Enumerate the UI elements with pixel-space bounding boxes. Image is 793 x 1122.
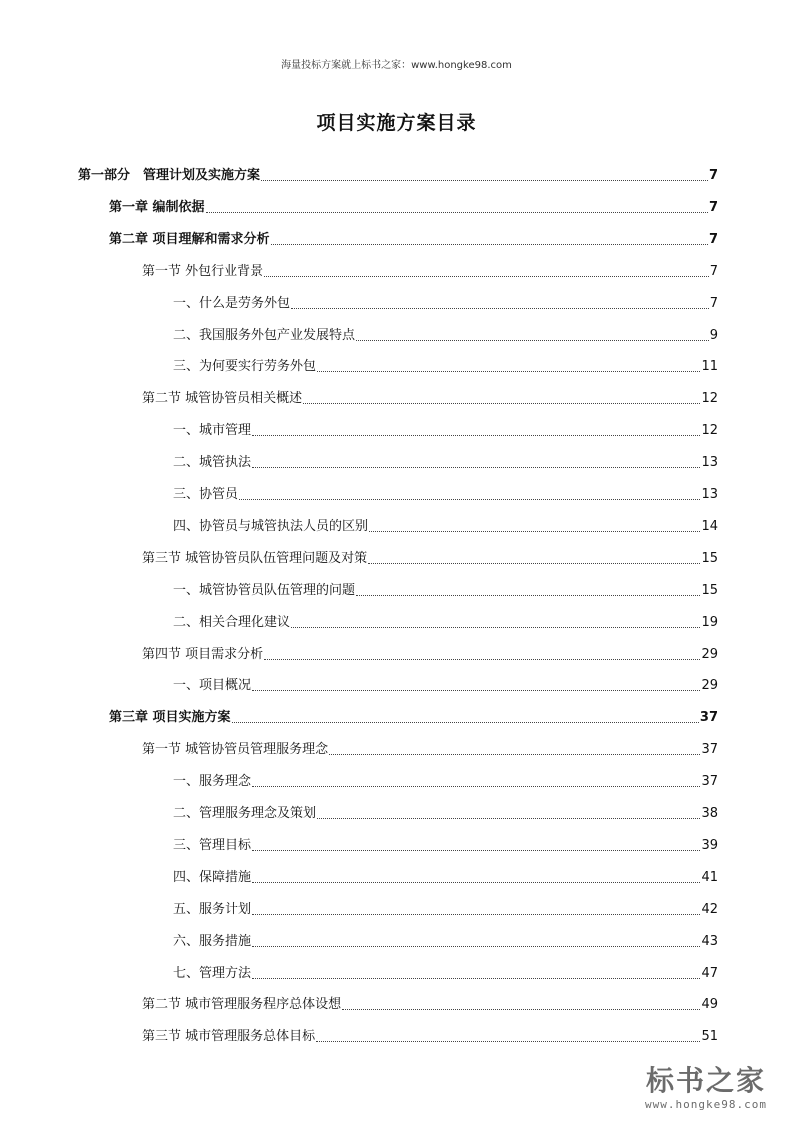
toc-entry[interactable]	[173, 294, 718, 314]
toc-entry[interactable]	[109, 708, 718, 728]
toc-entry[interactable]	[142, 389, 718, 409]
toc-entry-page: 15	[701, 582, 718, 598]
toc-entry[interactable]	[173, 836, 718, 856]
toc-dot-leader	[206, 212, 708, 213]
toc-entry-title: 二、城管执法	[173, 455, 252, 471]
toc-entry[interactable]	[173, 964, 718, 984]
toc-entry-page: 39	[701, 837, 718, 853]
toc-entry-page: 7	[708, 199, 718, 215]
toc-entry-page: 38	[701, 806, 718, 821]
toc-entry-page: 14	[701, 518, 718, 534]
watermark-logo: 标书之家	[645, 1064, 766, 1097]
toc-entry-title: 三、为何要实行劳务外包	[173, 359, 317, 375]
toc-entry[interactable]	[173, 772, 718, 792]
toc-dot-leader	[329, 754, 700, 755]
toc-entry-title: 第一部分 管理计划及实施方案	[78, 168, 261, 183]
toc-entry-page: 13	[701, 487, 718, 502]
toc-entry-title: 五、服务计划	[173, 901, 252, 917]
toc-entry-page: 37	[699, 710, 718, 726]
toc-entry-page: 9	[709, 327, 718, 343]
toc-entry[interactable]	[109, 230, 718, 250]
toc-dot-leader	[264, 659, 700, 660]
toc-entry-title: 一、项目概况	[173, 678, 252, 694]
toc-dot-leader	[252, 467, 700, 468]
toc-entry-title: 第二节 城管协管员相关概述	[142, 391, 303, 407]
toc-entry-title: 一、城市管理	[173, 423, 252, 439]
toc-entry-page: 7	[708, 168, 718, 183]
toc-entry[interactable]	[173, 326, 718, 346]
toc-entry-page: 7	[709, 295, 718, 311]
toc-entry-page: 47	[701, 965, 718, 981]
toc-entry-page: 51	[701, 1029, 718, 1045]
toc-dot-leader	[252, 690, 700, 691]
toc-entry-page: 37	[701, 774, 718, 790]
toc-dot-leader	[356, 595, 700, 596]
toc-entry-page: 13	[701, 455, 718, 471]
toc-entry-title: 第三节 城管协管员队伍管理问题及对策	[142, 550, 368, 566]
toc-dot-leader	[252, 914, 700, 915]
toc-entry-page: 11	[701, 359, 718, 375]
watermark-url: www.hongke98.com	[645, 1098, 767, 1111]
toc-entry-title: 一、服务理念	[173, 774, 252, 790]
page-title: 项目实施方案目录	[316, 112, 477, 134]
toc-dot-leader	[303, 403, 700, 404]
toc-entry[interactable]	[173, 613, 718, 633]
toc-entry-page: 41	[701, 869, 718, 885]
toc-dot-leader	[317, 371, 700, 372]
toc-entry-page: 29	[701, 678, 718, 694]
toc-entry-title: 第一节 城管协管员管理服务理念	[142, 742, 329, 758]
toc-entry-title: 一、城管协管员队伍管理的问题	[173, 582, 356, 598]
toc-entry-page: 42	[701, 901, 718, 917]
toc-entry-title: 第二章 项目理解和需求分析	[109, 231, 270, 247]
toc-entry[interactable]	[173, 868, 718, 888]
toc-entry[interactable]	[142, 549, 718, 569]
toc-entry-page: 15	[701, 550, 718, 566]
toc-entry-title: 第三章 项目实施方案	[109, 710, 231, 726]
toc-dot-leader	[252, 850, 700, 851]
toc-entry-title: 四、协管员与城管执法人员的区别	[173, 518, 369, 534]
toc-entry[interactable]	[142, 740, 718, 760]
toc-entry[interactable]	[173, 421, 718, 441]
toc-entry[interactable]	[142, 262, 718, 282]
toc-entry-page: 7	[709, 263, 718, 279]
toc-entry[interactable]	[173, 357, 718, 377]
toc-entry-title: 一、什么是劳务外包	[173, 295, 291, 311]
toc-dot-leader	[356, 340, 709, 341]
toc-entry-title: 第四节 项目需求分析	[142, 646, 264, 662]
toc-dot-leader	[252, 978, 700, 979]
toc-dot-leader	[232, 722, 699, 723]
toc-dot-leader	[342, 1009, 700, 1010]
toc-entry-title: 第二节 城市管理服务程序总体设想	[142, 997, 342, 1013]
toc-dot-leader	[317, 818, 700, 819]
toc-entry[interactable]	[142, 645, 718, 665]
toc-entry-title: 二、管理服务理念及策划	[173, 806, 317, 821]
toc-dot-leader	[239, 499, 700, 500]
toc-entry-title: 第一章 编制依据	[109, 199, 205, 215]
toc-entry-page: 29	[701, 646, 718, 662]
toc-dot-leader	[291, 308, 709, 309]
toc-entry-title: 第一节 外包行业背景	[142, 263, 264, 279]
toc-entry[interactable]	[142, 995, 718, 1015]
toc-entry[interactable]	[142, 1027, 718, 1047]
toc-entry-page: 43	[701, 933, 718, 949]
toc-entry[interactable]	[173, 932, 718, 952]
toc-dot-leader	[368, 563, 700, 564]
toc-entry-title: 四、保障措施	[173, 869, 252, 885]
toc-entry-title: 第三节 城市管理服务总体目标	[142, 1029, 316, 1045]
toc-dot-leader	[252, 946, 700, 947]
toc-entry[interactable]	[173, 804, 718, 824]
toc-entry[interactable]	[173, 517, 718, 537]
toc-dot-leader	[252, 882, 700, 883]
toc-dot-leader	[316, 1041, 700, 1042]
toc-entry[interactable]	[173, 676, 718, 696]
toc-entry-title: 二、相关合理化建议	[173, 614, 291, 630]
toc-entry-page: 19	[701, 614, 718, 630]
toc-entry[interactable]	[173, 900, 718, 920]
toc-entry[interactable]	[173, 485, 718, 505]
watermark	[631, 1064, 781, 1112]
page-header: 海量投标方案就上标书之家：www.hongke98.com	[281, 60, 512, 71]
toc-entry[interactable]	[173, 581, 718, 601]
toc-entry-page: 49	[701, 997, 718, 1013]
toc-dot-leader	[252, 786, 700, 787]
toc-dot-leader	[261, 180, 708, 181]
toc-dot-leader	[264, 276, 709, 277]
toc-entry[interactable]	[78, 166, 718, 186]
toc-dot-leader	[291, 627, 700, 628]
toc-entry-title: 二、我国服务外包产业发展特点	[173, 327, 356, 343]
toc-entry[interactable]	[109, 198, 718, 218]
toc-entry-page: 12	[701, 391, 718, 407]
toc-dot-leader	[369, 531, 700, 532]
toc-entry-title: 三、协管员	[173, 487, 239, 502]
toc-entry-page: 12	[701, 423, 718, 439]
toc-dot-leader	[252, 435, 700, 436]
toc-entry-title: 三、管理目标	[173, 837, 252, 853]
toc-entry-title: 七、管理方法	[173, 965, 252, 981]
toc-entry-page: 7	[708, 231, 718, 247]
toc-dot-leader	[271, 244, 708, 245]
toc-entry-title: 六、服务措施	[173, 933, 252, 949]
toc-entry-page: 37	[701, 742, 718, 758]
toc-entry[interactable]	[173, 453, 718, 473]
